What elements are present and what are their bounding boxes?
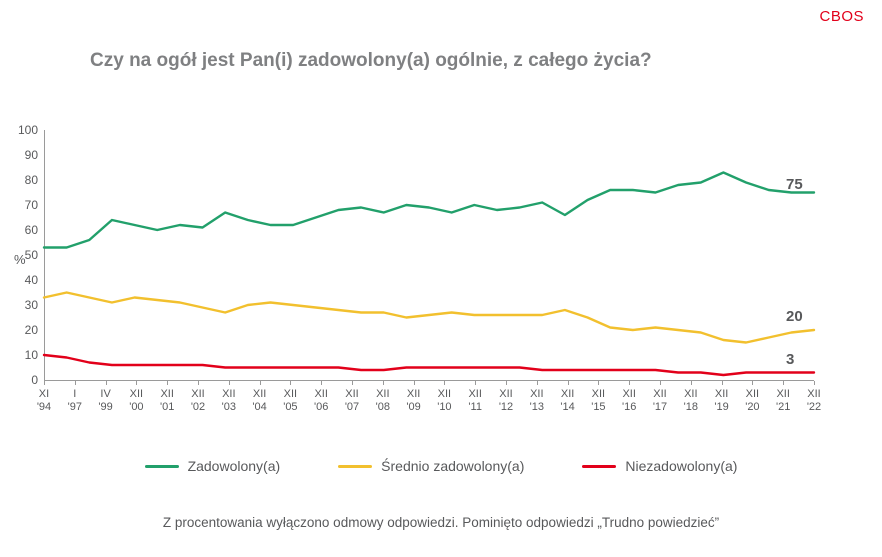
x-tick-mark bbox=[568, 381, 569, 385]
x-tick-mark bbox=[321, 381, 322, 385]
x-tick-label bbox=[243, 388, 277, 414]
x-tick-label-line: XII bbox=[560, 388, 575, 400]
x-tick-label-line: '12 bbox=[498, 401, 514, 413]
x-tick-label-line: '02 bbox=[190, 401, 206, 413]
x-tick-mark bbox=[814, 381, 815, 385]
x-tick-mark bbox=[722, 381, 723, 385]
x-tick-label bbox=[427, 388, 461, 414]
y-axis-title: % bbox=[14, 252, 26, 267]
x-tick-label-line: XII bbox=[653, 388, 667, 400]
x-tick-mark bbox=[691, 381, 692, 385]
x-tick-label bbox=[766, 388, 800, 414]
x-tick-label bbox=[735, 388, 769, 414]
x-tick-label-line: I bbox=[73, 388, 77, 400]
x-tick-label-line: XII bbox=[499, 388, 513, 400]
x-tick-label-line: XII bbox=[807, 388, 821, 400]
x-tick-label bbox=[181, 388, 215, 414]
y-tick-label: 20 bbox=[24, 323, 38, 337]
end-label-unsatisfied: 3 bbox=[786, 351, 795, 368]
x-tick-label-line: XII bbox=[222, 388, 236, 400]
x-tick-mark bbox=[383, 381, 384, 385]
x-tick-label bbox=[520, 388, 554, 414]
series-line bbox=[44, 355, 814, 375]
x-tick-label-line: XII bbox=[468, 388, 482, 400]
x-tick-label bbox=[304, 388, 338, 414]
x-tick-label-line: '03 bbox=[221, 401, 236, 413]
x-tick-mark bbox=[414, 381, 415, 385]
x-tick-label bbox=[489, 388, 523, 414]
x-tick-label bbox=[612, 388, 646, 414]
x-tick-label bbox=[335, 388, 369, 414]
x-tick-label-line: XII bbox=[406, 388, 421, 400]
x-tick-label-line: XII bbox=[591, 388, 606, 400]
x-tick-label-line: '13 bbox=[529, 401, 544, 413]
x-tick-mark bbox=[167, 381, 168, 385]
x-tick-label-line: '21 bbox=[776, 401, 791, 413]
x-tick-label-line: XII bbox=[129, 388, 144, 400]
x-tick-label bbox=[150, 388, 184, 414]
x-tick-label-line: '14 bbox=[560, 401, 575, 413]
x-tick-label-line: XII bbox=[191, 388, 205, 400]
x-tick-label bbox=[212, 388, 246, 414]
x-tick-label bbox=[705, 388, 739, 414]
x-tick-label-line: '11 bbox=[468, 401, 482, 413]
series-line bbox=[44, 173, 814, 248]
x-tick-mark bbox=[629, 381, 630, 385]
x-tick-label-line: '04 bbox=[252, 401, 267, 413]
x-tick-label-line: XII bbox=[776, 388, 790, 400]
x-tick-mark bbox=[660, 381, 661, 385]
legend-label: Niezadowolony(a) bbox=[625, 458, 738, 474]
x-tick-label bbox=[273, 388, 307, 414]
x-tick-mark bbox=[106, 381, 107, 385]
x-tick-mark bbox=[752, 381, 753, 385]
series-line bbox=[44, 293, 814, 343]
x-tick-mark bbox=[537, 381, 538, 385]
legend-swatch-icon bbox=[338, 465, 372, 468]
x-tick-label-line: '99 bbox=[98, 401, 113, 413]
x-tick-mark bbox=[198, 381, 199, 385]
x-tick-label bbox=[551, 388, 585, 414]
x-tick-label bbox=[674, 388, 708, 414]
x-tick-label-line: IV bbox=[100, 388, 111, 400]
y-tick-label: 30 bbox=[24, 298, 38, 312]
x-tick-label-line: '00 bbox=[129, 401, 144, 413]
y-tick-label: 100 bbox=[17, 123, 38, 137]
x-tick-label-line: XII bbox=[622, 388, 636, 400]
x-tick-label-line: '15 bbox=[591, 401, 606, 413]
x-tick-label-line: XII bbox=[283, 388, 298, 400]
x-axis-labels bbox=[36, 388, 822, 428]
x-tick-label-line: '20 bbox=[745, 401, 760, 413]
legend-label: Zadowolony(a) bbox=[187, 458, 281, 474]
x-tick-label-line: XII bbox=[376, 388, 390, 400]
x-tick-label-line: XI bbox=[38, 388, 50, 400]
x-tick-label bbox=[89, 388, 123, 414]
legend-item bbox=[338, 458, 524, 474]
x-tick-label-line: XII bbox=[437, 388, 452, 400]
legend-item bbox=[582, 458, 737, 474]
x-tick-label-line: '17 bbox=[652, 401, 668, 413]
x-tick-label-line: '08 bbox=[375, 401, 390, 413]
x-tick-label-line: XII bbox=[252, 388, 267, 400]
legend-swatch-icon bbox=[582, 465, 616, 468]
x-tick-label-line: '22 bbox=[806, 401, 822, 413]
x-tick-mark bbox=[598, 381, 599, 385]
y-tick-label: 70 bbox=[24, 198, 38, 212]
x-tick-mark bbox=[44, 381, 45, 385]
x-tick-label-line: XII bbox=[714, 388, 729, 400]
x-tick-label-line: '16 bbox=[622, 401, 637, 413]
y-tick-label: 40 bbox=[24, 273, 38, 287]
x-tick-label-line: '05 bbox=[283, 401, 298, 413]
x-tick-mark bbox=[260, 381, 261, 385]
x-tick-label bbox=[58, 388, 92, 414]
x-tick-label-line: '06 bbox=[314, 401, 329, 413]
y-tick-label: 10 bbox=[24, 348, 38, 362]
x-tick-label-line: '09 bbox=[406, 401, 421, 413]
x-tick-label-line: XII bbox=[530, 388, 544, 400]
y-tick-label: 0 bbox=[31, 373, 38, 387]
legend-item bbox=[145, 458, 281, 474]
x-tick-label-line: '07 bbox=[344, 401, 360, 413]
y-tick-label: 80 bbox=[24, 173, 38, 187]
x-tick-label-line: '18 bbox=[683, 401, 698, 413]
x-tick-label bbox=[458, 388, 492, 414]
x-tick-mark bbox=[475, 381, 476, 385]
y-tick-label: 50 bbox=[24, 248, 38, 262]
legend-label: Średnio zadowolony(a) bbox=[381, 458, 525, 474]
x-tick-label bbox=[119, 388, 153, 414]
y-tick-label: 90 bbox=[24, 148, 38, 162]
chart-footnote: Z procentowania wyłączono odmowy odpowiedzi. Pominięto odpowiedzi „Trudno powiedzieć” bbox=[162, 515, 720, 530]
x-tick-label-line: XII bbox=[684, 388, 698, 400]
x-tick-mark bbox=[136, 381, 137, 385]
x-tick-mark bbox=[506, 381, 507, 385]
y-tick-label: 60 bbox=[24, 223, 38, 237]
cbos-logo: CBOS bbox=[819, 8, 864, 25]
x-tick-mark bbox=[352, 381, 353, 385]
x-tick-label bbox=[643, 388, 677, 414]
chart-plot-area bbox=[17, 123, 814, 387]
x-tick-label-line: '97 bbox=[67, 401, 82, 413]
x-tick-mark bbox=[290, 381, 291, 385]
end-label-medium: 20 bbox=[786, 308, 803, 325]
end-label-satisfied: 75 bbox=[786, 176, 803, 193]
series-lines bbox=[44, 130, 814, 380]
x-tick-mark bbox=[229, 381, 230, 385]
x-tick-label-line: XII bbox=[745, 388, 760, 400]
legend-swatch-icon bbox=[145, 465, 179, 468]
x-tick-label bbox=[27, 388, 61, 414]
x-tick-label bbox=[397, 388, 431, 414]
x-tick-mark bbox=[75, 381, 76, 385]
x-tick-mark bbox=[783, 381, 784, 385]
x-tick-label-line: '10 bbox=[437, 401, 452, 413]
x-tick-label-line: XII bbox=[314, 388, 328, 400]
x-tick-label-line: '01 bbox=[160, 401, 175, 413]
x-axis-line bbox=[44, 380, 814, 381]
x-tick-label-line: '19 bbox=[714, 401, 729, 413]
x-tick-label-line: XII bbox=[345, 388, 359, 400]
page-title: Czy na ogół jest Pan(i) zadowolony(a) ogólnie, z całego życia? bbox=[90, 50, 652, 71]
x-tick-label-line: '94 bbox=[36, 401, 52, 413]
x-tick-label bbox=[366, 388, 400, 414]
x-tick-mark bbox=[444, 381, 445, 385]
x-tick-label bbox=[797, 388, 831, 414]
chart-legend bbox=[0, 458, 882, 474]
x-tick-label bbox=[581, 388, 615, 414]
x-tick-label-line: XII bbox=[160, 388, 174, 400]
